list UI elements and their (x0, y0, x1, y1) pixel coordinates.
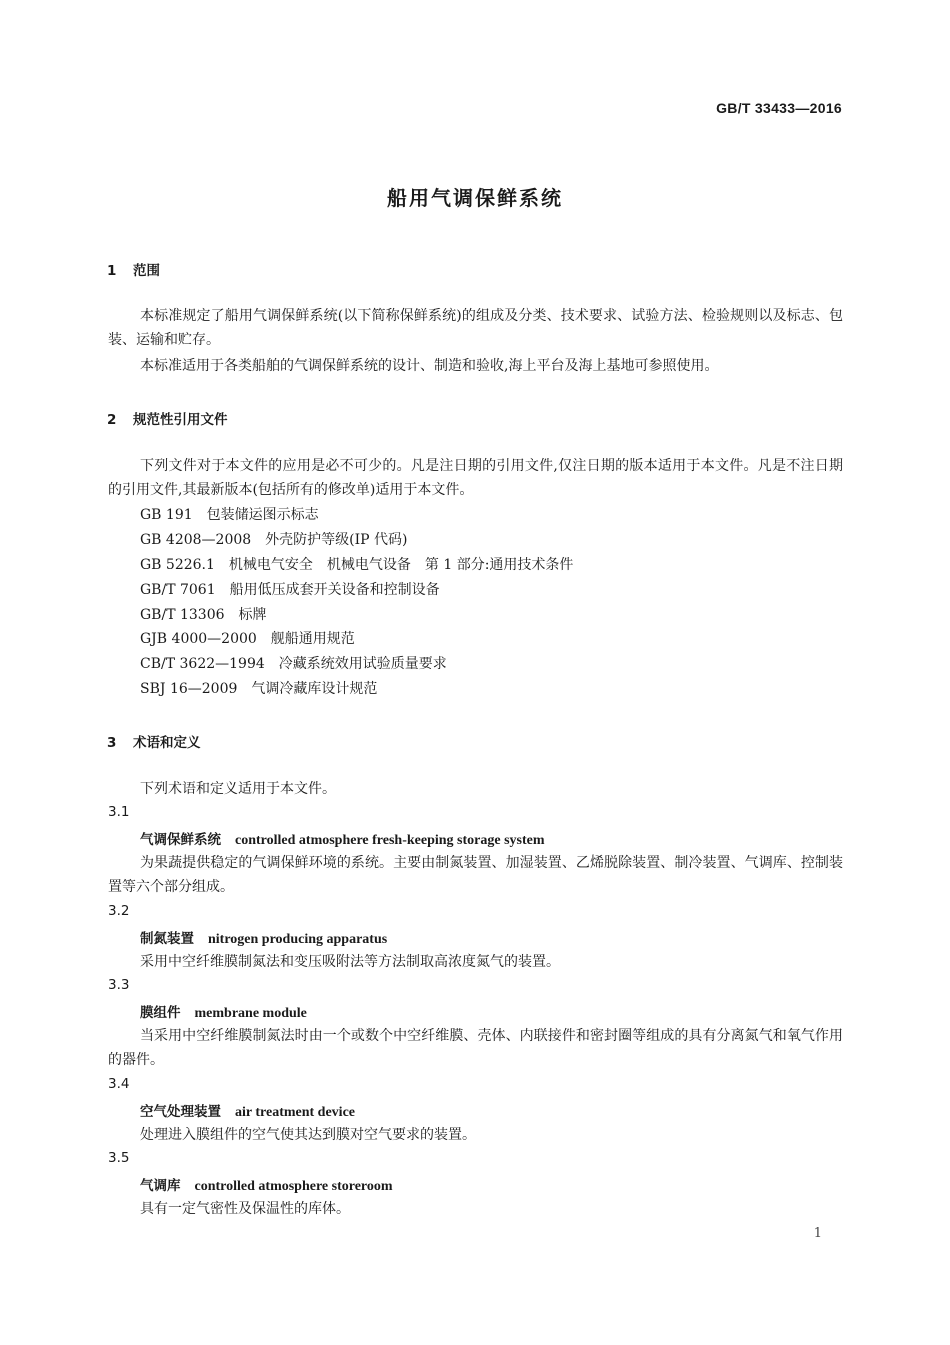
clause-number: 3.1 (108, 804, 130, 820)
term-en: air treatment device (235, 1105, 355, 1120)
reference-item: GB 4208—2008 外壳防护等级(IP 代码) (140, 532, 408, 548)
scope-paragraph-2: 本标准适用于各类船舶的气调保鲜系统的设计、制造和验收,海上平台及海上基地可参照使用。 (140, 358, 719, 374)
section-title: 规范性引用文件 (133, 412, 228, 428)
clause-number: 3.3 (108, 977, 130, 993)
term-en: nitrogen producing apparatus (208, 932, 388, 947)
page-number: 1 (813, 1226, 822, 1241)
term-definition: 为果蔬提供稳定的气调保鲜环境的系统。主要由制氮装置、加湿装置、乙烯脱除装置、制冷装置、气调库、控制装置等六个部分组成。 (108, 855, 843, 895)
term-en: controlled atmosphere storeroom (194, 1179, 393, 1194)
reference-item: CB/T 3622—1994 冷藏系统效用试验质量要求 (140, 656, 447, 672)
section-title: 范围 (133, 263, 160, 279)
term-zh: 气调库 (140, 1178, 181, 1194)
term-en: controlled atmosphere fresh-keeping storage system (235, 833, 545, 848)
scope-paragraph-1: 本标准规定了船用气调保鲜系统(以下简称保鲜系统)的组成及分类、技术要求、试验方法、检验规则以及标志、包装、运输和贮存。 (108, 308, 843, 348)
section-1-heading (107, 259, 160, 279)
section-number: 1 (107, 263, 117, 279)
term-zh: 膜组件 (140, 1005, 181, 1021)
standard-code: GB/T 33433—2016 (716, 100, 842, 116)
reference-item: SBJ 16—2009 气调冷藏库设计规范 (140, 681, 378, 697)
term-definition: 采用中空纤维膜制氮法和变压吸附法等方法制取高浓度氮气的装置。 (140, 954, 560, 970)
reference-item: GB/T 13306 标牌 (140, 607, 267, 623)
references-intro: 下列文件对于本文件的应用是必不可少的。凡是注日期的引用文件,仅注日期的版本适用于本文件。凡是不注日期的引用文件,其最新版本(包括所有的修改单)适用于本文件。 (108, 458, 843, 498)
section-number: 3 (107, 735, 117, 751)
document-title: 船用气调保鲜系统 (387, 186, 563, 210)
term-heading (140, 927, 387, 948)
reference-item: GB 5226.1 机械电气安全 机械电气设备 第 1 部分:通用技术条件 (140, 557, 574, 573)
clause-number: 3.2 (108, 903, 130, 919)
reference-item: GJB 4000—2000 舰船通用规范 (140, 631, 355, 647)
section-2-heading (107, 408, 228, 428)
term-zh: 制氮装置 (140, 931, 194, 947)
section-number: 2 (107, 412, 117, 428)
section-3-heading (107, 731, 201, 751)
clause-number: 3.4 (108, 1076, 130, 1092)
term-heading (140, 828, 545, 849)
terms-intro: 下列术语和定义适用于本文件。 (140, 781, 336, 797)
section-title: 术语和定义 (133, 735, 201, 751)
term-heading (140, 1174, 393, 1195)
term-zh: 空气处理装置 (140, 1104, 221, 1120)
term-heading (140, 1100, 355, 1121)
term-zh: 气调保鲜系统 (140, 832, 221, 848)
term-definition: 处理进入膜组件的空气使其达到膜对空气要求的装置。 (140, 1127, 476, 1143)
clause-number: 3.5 (108, 1150, 130, 1166)
term-definition: 当采用中空纤维膜制氮法时由一个或数个中空纤维膜、壳体、内联接件和密封圈等组成的具有分离氮气和氧气作用的器件。 (108, 1028, 843, 1068)
term-en: membrane module (194, 1006, 307, 1021)
term-heading (140, 1001, 307, 1022)
reference-item: GB 191 包装储运图示标志 (140, 507, 319, 523)
reference-item: GB/T 7061 船用低压成套开关设备和控制设备 (140, 582, 440, 598)
term-definition: 具有一定气密性及保温性的库体。 (140, 1201, 350, 1217)
